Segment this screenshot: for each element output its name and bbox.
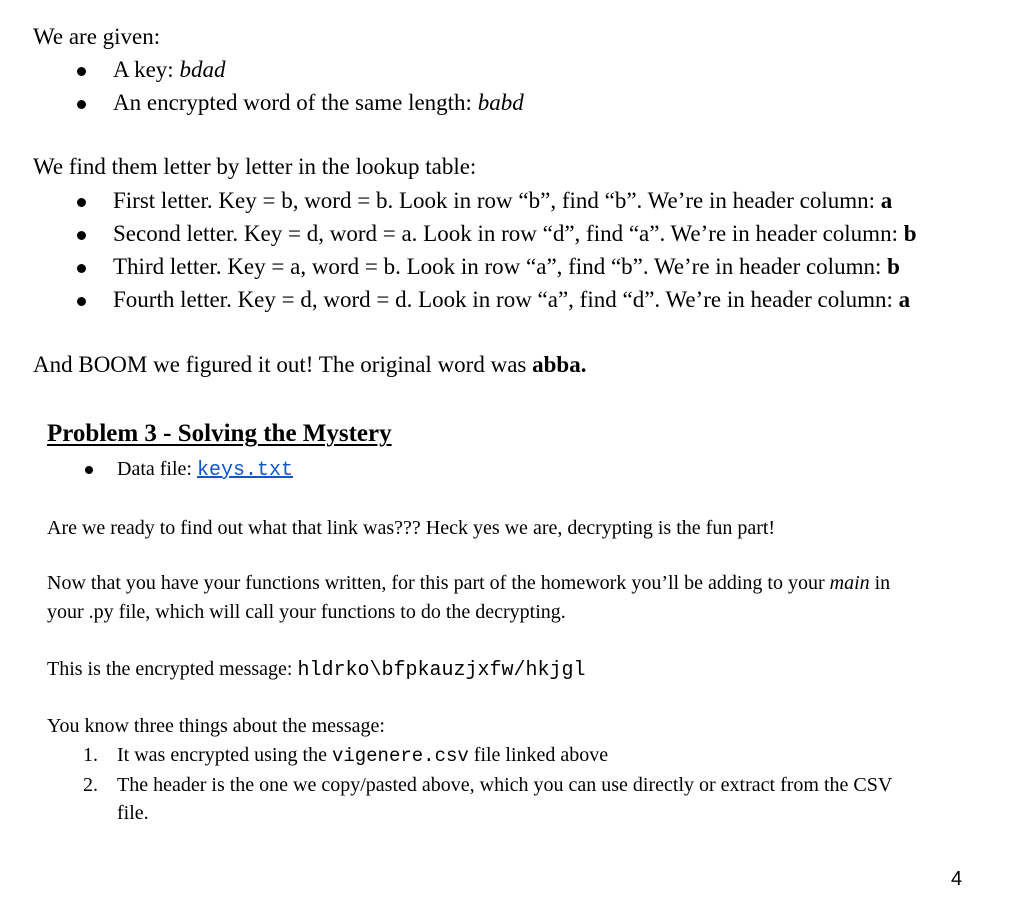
key-item <box>113 55 225 85</box>
list-item-continuation: file. <box>117 802 149 824</box>
encrypted-message: hldrko\bfpkauzjxfw/hkjgl <box>297 659 586 682</box>
list-item: The header is the one we copy/pasted above, which you can use directly or extract from the CSV <box>117 774 893 796</box>
data-file-item <box>117 455 293 485</box>
paragraph-functions-line2: your .py file, which will call your functions to do the decrypting. <box>47 601 566 623</box>
lookup-item-text: Third letter. Key = a, word = b. Look in row “a”, find “b”. We’re in header column: <box>113 254 888 279</box>
lookup-intro: We find them letter by letter in the lookup table: <box>33 154 477 179</box>
data-file-label: Data file: <box>117 458 197 480</box>
lookup-item-text: Fourth letter. Key = d, word = d. Look in row “a”, find “d”. We’re in header column: <box>113 287 899 312</box>
bullet-icon <box>77 198 86 207</box>
lookup-item <box>113 186 892 216</box>
key-label: A key: <box>113 57 180 82</box>
page-number: 4 <box>951 868 963 890</box>
given-heading: We are given: <box>33 24 161 49</box>
list-number: 1. <box>83 744 98 766</box>
paragraph-functions-text: Now that you have your functions written, for this part of the homework you’ll be adding to your <box>47 572 830 594</box>
lookup-item-text: First letter. Key = b, word = b. Look in row “b”, find “b”. We’re in header column: <box>113 188 881 213</box>
lookup-item <box>113 252 900 282</box>
list-number: 2. <box>83 774 98 796</box>
word-value: babd <box>477 90 524 115</box>
list-item-tail: file linked above <box>468 744 609 766</box>
list-item <box>117 741 608 770</box>
main-emphasis: main <box>829 572 870 594</box>
encrypted-message-label: This is the encrypted message: <box>47 658 298 680</box>
keys-file-link[interactable]: keys.txt <box>196 459 293 482</box>
paragraph-functions-tail: in <box>869 572 891 594</box>
lookup-item-result: a <box>880 188 893 213</box>
bullet-icon <box>77 231 86 240</box>
conclusion-answer: abba. <box>532 352 587 377</box>
bullet-icon <box>77 100 86 109</box>
vigenere-file-code: vigenere.csv <box>331 745 469 767</box>
encrypted-message-line <box>47 655 586 685</box>
key-value: bdad <box>179 57 226 82</box>
bullet-icon <box>77 297 86 306</box>
know-intro: You know three things about the message: <box>47 715 385 737</box>
lookup-item-text: Second letter. Key = d, word = a. Look in row “d”, find “a”. We’re in header column: <box>113 221 904 246</box>
list-item-text: It was encrypted using the <box>117 744 332 766</box>
encrypted-word-item <box>113 88 524 118</box>
bullet-icon <box>77 264 86 273</box>
lookup-item <box>113 219 917 249</box>
paragraph-functions <box>47 569 890 597</box>
conclusion <box>33 350 586 380</box>
lookup-item-result: b <box>887 254 900 279</box>
lookup-item-result: b <box>903 221 917 246</box>
lookup-item <box>113 285 910 315</box>
word-label: An encrypted word of the same length: <box>113 90 478 115</box>
lookup-item-result: a <box>898 287 911 312</box>
bullet-icon <box>77 67 86 76</box>
conclusion-text: And BOOM we figured it out! The original word was <box>33 352 533 377</box>
problem-3-heading: Problem 3 - Solving the Mystery <box>47 420 392 447</box>
paragraph-ready: Are we ready to find out what that link was??? Heck yes we are, decrypting is the fun part! <box>47 517 776 539</box>
bullet-icon <box>85 466 93 474</box>
